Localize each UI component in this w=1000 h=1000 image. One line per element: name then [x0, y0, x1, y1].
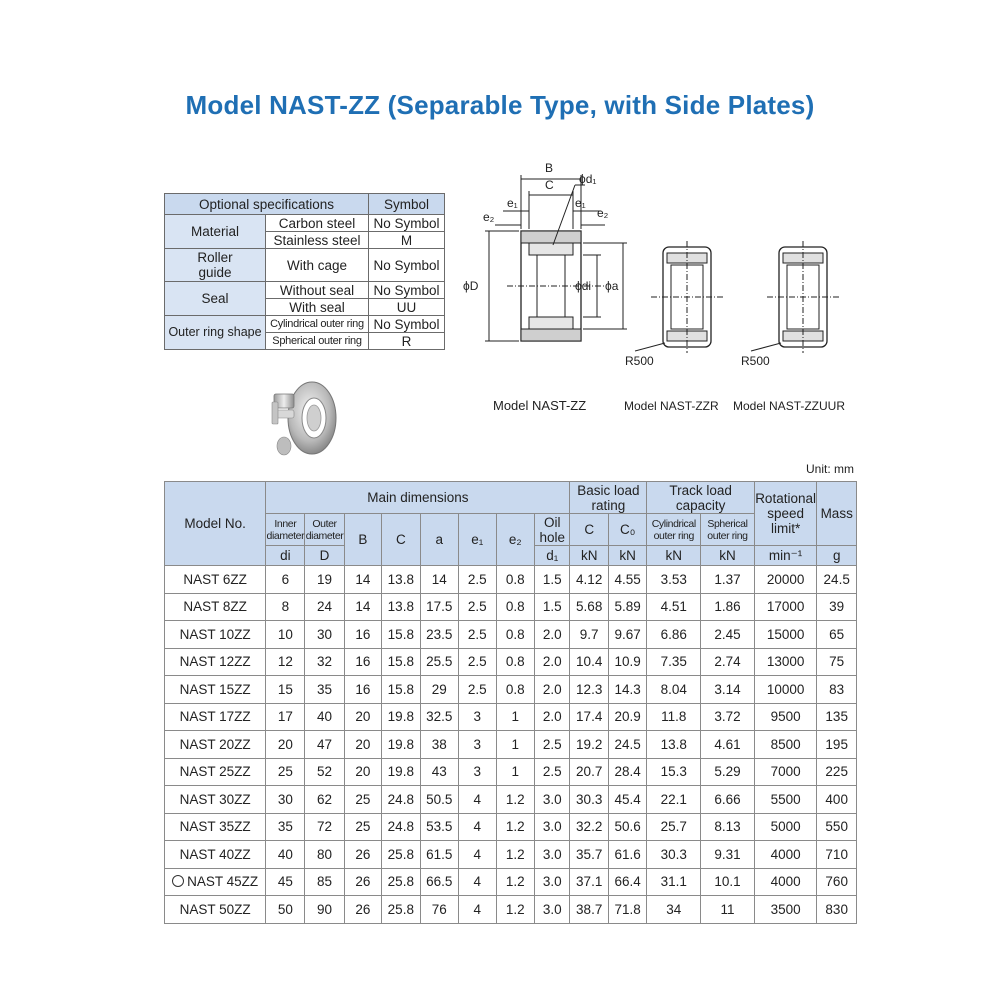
- unit-note: Unit: mm: [806, 462, 854, 476]
- cell-B: 14: [344, 566, 381, 594]
- col-unit-kN-sph: kN: [701, 546, 755, 566]
- cell-D: 47: [305, 731, 344, 759]
- cell-D: 19: [305, 566, 344, 594]
- cell-a: 50.5: [420, 786, 458, 814]
- cell-model: [165, 896, 266, 924]
- cell-rpm: 9500: [754, 703, 817, 731]
- table-row: [165, 786, 857, 814]
- cell-e1: 4: [459, 841, 496, 869]
- spec-symbol: R: [369, 333, 445, 350]
- cell-a: 17.5: [420, 593, 458, 621]
- cell-Cl: 30.3: [570, 786, 608, 814]
- cell-cyl: 6.86: [647, 621, 701, 649]
- cell-D: 35: [305, 676, 344, 704]
- spec-symbol: M: [369, 232, 445, 249]
- cell-di: 30: [266, 786, 305, 814]
- cell-B: 16: [344, 621, 381, 649]
- col-outer-diameter: Outer diameter: [305, 514, 344, 546]
- col-sym-D: D: [305, 546, 344, 566]
- cell-sph: 6.66: [701, 786, 755, 814]
- cell-B: 25: [344, 786, 381, 814]
- cell-mass: 710: [817, 841, 857, 869]
- cell-cyl: 7.35: [647, 648, 701, 676]
- cell-C: 19.8: [382, 731, 420, 759]
- col-model: Model No.: [165, 482, 266, 566]
- dim-label-d1: ϕd₁: [579, 172, 597, 186]
- cell-mass: 65: [817, 621, 857, 649]
- table-row: [165, 896, 857, 924]
- cell-mass: 75: [817, 648, 857, 676]
- cell-d1: 2.0: [535, 648, 570, 676]
- cell-d1: 1.5: [535, 566, 570, 594]
- dim-label-e1-left: e₁: [507, 196, 518, 210]
- cell-e2: 1: [496, 758, 534, 786]
- cell-model: [165, 648, 266, 676]
- cell-a: 32.5: [420, 703, 458, 731]
- cell-di: 6: [266, 566, 305, 594]
- spec-cat-material: Material: [165, 215, 266, 249]
- spec-symbol: No Symbol: [369, 215, 445, 232]
- model-label: NAST 12ZZ: [179, 654, 251, 670]
- cell-rpm: 17000: [754, 593, 817, 621]
- cell-cyl: 3.53: [647, 566, 701, 594]
- cell-e1: 3: [459, 703, 496, 731]
- cell-di: 25: [266, 758, 305, 786]
- model-label: NAST 10ZZ: [179, 626, 251, 642]
- recommended-mark-icon: [172, 875, 184, 887]
- cell-mass: 83: [817, 676, 857, 704]
- col-sph-outer: Spherical outer ring: [701, 514, 755, 546]
- table-row: [165, 868, 857, 896]
- table-row: [165, 621, 857, 649]
- cell-C0: 66.4: [608, 868, 646, 896]
- table-row: [165, 703, 857, 731]
- cell-e1: 4: [459, 813, 496, 841]
- cell-sph: 5.29: [701, 758, 755, 786]
- cell-rpm: 20000: [754, 566, 817, 594]
- cell-C: 25.8: [382, 896, 420, 924]
- cell-a: 53.5: [420, 813, 458, 841]
- col-oil-hole: Oil hole: [535, 514, 570, 546]
- cell-sph: 3.72: [701, 703, 755, 731]
- cell-B: 26: [344, 841, 381, 869]
- col-unit-kN-C: kN: [570, 546, 608, 566]
- col-track-load: Track load capacity: [647, 482, 754, 514]
- cell-mass: 760: [817, 868, 857, 896]
- cell-mass: 400: [817, 786, 857, 814]
- cell-e2: 0.8: [496, 621, 534, 649]
- table-row: [165, 813, 857, 841]
- cell-e1: 2.5: [459, 648, 496, 676]
- cell-C0: 10.9: [608, 648, 646, 676]
- cell-d1: 3.0: [535, 786, 570, 814]
- cell-e2: 1.2: [496, 813, 534, 841]
- cell-cyl: 22.1: [647, 786, 701, 814]
- table-row: [165, 676, 857, 704]
- cell-d1: 2.0: [535, 703, 570, 731]
- cell-Cl: 12.3: [570, 676, 608, 704]
- cell-C: 24.8: [382, 786, 420, 814]
- spec-header-symbol: Symbol: [369, 194, 445, 215]
- cell-Cl: 37.1: [570, 868, 608, 896]
- cell-di: 15: [266, 676, 305, 704]
- cell-C: 25.8: [382, 841, 420, 869]
- cell-sph: 1.86: [701, 593, 755, 621]
- col-a: a: [420, 514, 458, 566]
- cell-sph: 9.31: [701, 841, 755, 869]
- cell-cyl: 4.51: [647, 593, 701, 621]
- cell-model: [165, 566, 266, 594]
- cell-sph: 1.37: [701, 566, 755, 594]
- cell-e2: 1: [496, 703, 534, 731]
- cell-cyl: 15.3: [647, 758, 701, 786]
- cell-a: 61.5: [420, 841, 458, 869]
- dim-label-r500-zzr: R500: [625, 354, 654, 368]
- cell-sph: 4.61: [701, 731, 755, 759]
- cell-Cl: 38.7: [570, 896, 608, 924]
- cell-D: 24: [305, 593, 344, 621]
- cell-D: 40: [305, 703, 344, 731]
- cell-C: 15.8: [382, 621, 420, 649]
- spec-option: Spherical outer ring: [266, 333, 369, 350]
- cell-a: 23.5: [420, 621, 458, 649]
- cell-sph: 11: [701, 896, 755, 924]
- col-C-load: C: [570, 514, 608, 546]
- cell-B: 14: [344, 593, 381, 621]
- cell-e1: 4: [459, 786, 496, 814]
- col-rotational: Rotational speed limit*: [754, 482, 817, 546]
- cell-d1: 2.0: [535, 621, 570, 649]
- main-spec-table: [164, 481, 857, 924]
- cell-di: 20: [266, 731, 305, 759]
- spec-symbol: No Symbol: [369, 249, 445, 282]
- cell-sph: 2.74: [701, 648, 755, 676]
- cell-e2: 1.2: [496, 841, 534, 869]
- cell-C0: 4.55: [608, 566, 646, 594]
- cell-rpm: 7000: [754, 758, 817, 786]
- cell-C0: 45.4: [608, 786, 646, 814]
- cell-e2: 0.8: [496, 593, 534, 621]
- cell-cyl: 13.8: [647, 731, 701, 759]
- spec-option: Carbon steel: [266, 215, 369, 232]
- cell-d1: 1.5: [535, 593, 570, 621]
- table-row: [165, 731, 857, 759]
- cell-C: 15.8: [382, 648, 420, 676]
- cell-D: 80: [305, 841, 344, 869]
- caption-nast-zz: Model NAST-ZZ: [493, 398, 587, 413]
- col-e2: e₂: [496, 514, 534, 566]
- cell-di: 40: [266, 841, 305, 869]
- dim-label-C: C: [545, 178, 554, 192]
- cell-C0: 28.4: [608, 758, 646, 786]
- spec-cat-roller-guide-label: Roller guide: [197, 250, 233, 280]
- caption-nast-zzuur: Model NAST-ZZUUR: [733, 399, 846, 413]
- cell-rpm: 5500: [754, 786, 817, 814]
- cell-B: 20: [344, 731, 381, 759]
- cell-B: 20: [344, 703, 381, 731]
- cell-e2: 1.2: [496, 786, 534, 814]
- cell-Cl: 4.12: [570, 566, 608, 594]
- optional-spec-table: [164, 193, 445, 350]
- cell-model: [165, 841, 266, 869]
- col-unit-g: g: [817, 546, 857, 566]
- cell-di: 17: [266, 703, 305, 731]
- model-label: NAST 20ZZ: [179, 736, 251, 752]
- cell-mass: 830: [817, 896, 857, 924]
- cell-B: 26: [344, 868, 381, 896]
- cell-C: 25.8: [382, 868, 420, 896]
- cell-C0: 50.6: [608, 813, 646, 841]
- col-sym-di: di: [266, 546, 305, 566]
- model-label: NAST 6ZZ: [183, 571, 247, 587]
- table-row: [165, 841, 857, 869]
- cell-C: 13.8: [382, 566, 420, 594]
- cell-rpm: 3500: [754, 896, 817, 924]
- caption-nast-zzr: Model NAST-ZZR: [624, 399, 719, 413]
- col-C0: C₀: [608, 514, 646, 546]
- cell-mass: 550: [817, 813, 857, 841]
- cell-rpm: 4000: [754, 868, 817, 896]
- cell-B: 20: [344, 758, 381, 786]
- cell-mass: 225: [817, 758, 857, 786]
- col-main-dimensions: Main dimensions: [266, 482, 570, 514]
- page-title: Model NAST-ZZ (Separable Type, with Side Plates): [185, 90, 815, 120]
- cell-rpm: 4000: [754, 841, 817, 869]
- cell-rpm: 8500: [754, 731, 817, 759]
- cell-d1: 2.5: [535, 758, 570, 786]
- cell-sph: 2.45: [701, 621, 755, 649]
- cell-C0: 20.9: [608, 703, 646, 731]
- cell-C0: 5.89: [608, 593, 646, 621]
- cell-Cl: 17.4: [570, 703, 608, 731]
- cell-model: [165, 813, 266, 841]
- cell-rpm: 13000: [754, 648, 817, 676]
- model-label: NAST 8ZZ: [183, 599, 247, 615]
- model-label: NAST 50ZZ: [179, 901, 251, 917]
- cell-cyl: 31.1: [647, 868, 701, 896]
- cell-model: [165, 786, 266, 814]
- cell-e1: 2.5: [459, 566, 496, 594]
- cell-D: 72: [305, 813, 344, 841]
- col-C: C: [382, 514, 420, 566]
- cell-e1: 3: [459, 758, 496, 786]
- spec-option: Stainless steel: [266, 232, 369, 249]
- col-unit-kN-C0: kN: [608, 546, 646, 566]
- col-inner-diameter: Inner diameter: [266, 514, 305, 546]
- cell-cyl: 30.3: [647, 841, 701, 869]
- table-row: [165, 593, 857, 621]
- model-label: NAST 45ZZ: [187, 874, 259, 890]
- cell-mass: 195: [817, 731, 857, 759]
- cell-a: 66.5: [420, 868, 458, 896]
- cell-d1: 2.0: [535, 676, 570, 704]
- cell-e1: 2.5: [459, 676, 496, 704]
- cell-rpm: 15000: [754, 621, 817, 649]
- cell-a: 14: [420, 566, 458, 594]
- bearing-diagrams: [455, 155, 855, 385]
- cell-D: 32: [305, 648, 344, 676]
- cell-cyl: 11.8: [647, 703, 701, 731]
- cell-sph: 3.14: [701, 676, 755, 704]
- spec-cat-seal: Seal: [165, 282, 266, 316]
- spec-option: Without seal: [266, 282, 369, 299]
- cell-C: 13.8: [382, 593, 420, 621]
- cell-sph: 8.13: [701, 813, 755, 841]
- table-row: [165, 648, 857, 676]
- dim-label-D: ϕD: [463, 279, 479, 293]
- cell-e2: 0.8: [496, 676, 534, 704]
- cell-e1: 3: [459, 731, 496, 759]
- cell-Cl: 10.4: [570, 648, 608, 676]
- col-unit-min: min⁻¹: [754, 546, 817, 566]
- col-basic-load: Basic load rating: [570, 482, 647, 514]
- cell-C0: 14.3: [608, 676, 646, 704]
- cell-C0: 24.5: [608, 731, 646, 759]
- cell-a: 25.5: [420, 648, 458, 676]
- cell-model: [165, 593, 266, 621]
- cell-B: 16: [344, 648, 381, 676]
- cell-d1: 2.5: [535, 731, 570, 759]
- cell-B: 26: [344, 896, 381, 924]
- spec-header-optional: Optional specifications: [165, 194, 369, 215]
- cell-cyl: 8.04: [647, 676, 701, 704]
- cell-di: 12: [266, 648, 305, 676]
- cell-e2: 1.2: [496, 868, 534, 896]
- table-row: [165, 566, 857, 594]
- spec-cat-outer-ring: Outer ring shape: [165, 316, 266, 350]
- cell-cyl: 25.7: [647, 813, 701, 841]
- spec-option: With cage: [266, 249, 369, 282]
- cell-mass: 39: [817, 593, 857, 621]
- cell-C0: 9.67: [608, 621, 646, 649]
- cell-Cl: 20.7: [570, 758, 608, 786]
- cell-D: 90: [305, 896, 344, 924]
- cell-model: [165, 621, 266, 649]
- dim-label-a: ϕa: [605, 279, 619, 293]
- cell-C: 24.8: [382, 813, 420, 841]
- cell-mass: 135: [817, 703, 857, 731]
- cell-Cl: 9.7: [570, 621, 608, 649]
- cell-Cl: 35.7: [570, 841, 608, 869]
- bearing-photo: [268, 372, 340, 462]
- cell-a: 38: [420, 731, 458, 759]
- cell-B: 25: [344, 813, 381, 841]
- spec-cat-roller-guide: [165, 249, 266, 282]
- cell-a: 29: [420, 676, 458, 704]
- model-label: NAST 30ZZ: [179, 791, 251, 807]
- model-label: NAST 25ZZ: [179, 764, 251, 780]
- cell-mass: 24.5: [817, 566, 857, 594]
- spec-symbol: No Symbol: [369, 282, 445, 299]
- cell-d1: 3.0: [535, 868, 570, 896]
- dim-label-e2-left: e₂: [483, 210, 495, 224]
- cell-model: [165, 731, 266, 759]
- spec-symbol: No Symbol: [369, 316, 445, 333]
- cell-e2: 1.2: [496, 896, 534, 924]
- cell-e2: 1: [496, 731, 534, 759]
- dim-label-di: ϕdi: [575, 279, 592, 293]
- cell-a: 76: [420, 896, 458, 924]
- cell-di: 35: [266, 813, 305, 841]
- cell-e2: 0.8: [496, 648, 534, 676]
- cell-d1: 3.0: [535, 813, 570, 841]
- cell-model: [165, 868, 266, 896]
- cell-D: 30: [305, 621, 344, 649]
- cell-model: [165, 676, 266, 704]
- cell-Cl: 5.68: [570, 593, 608, 621]
- col-cyl-outer: Cylindrical outer ring: [647, 514, 701, 546]
- cell-D: 52: [305, 758, 344, 786]
- cell-di: 45: [266, 868, 305, 896]
- cell-C: 15.8: [382, 676, 420, 704]
- cell-di: 50: [266, 896, 305, 924]
- spec-symbol: UU: [369, 299, 445, 316]
- dim-label-e2-right: e₂: [597, 206, 609, 220]
- cell-rpm: 5000: [754, 813, 817, 841]
- cell-model: [165, 758, 266, 786]
- cell-C: 19.8: [382, 758, 420, 786]
- cell-d1: 3.0: [535, 896, 570, 924]
- cell-d1: 3.0: [535, 841, 570, 869]
- cell-sph: 10.1: [701, 868, 755, 896]
- model-label: NAST 15ZZ: [179, 681, 251, 697]
- table-row: [165, 758, 857, 786]
- col-B: B: [344, 514, 381, 566]
- cell-e1: 2.5: [459, 593, 496, 621]
- col-mass: Mass: [817, 482, 857, 546]
- cell-B: 16: [344, 676, 381, 704]
- cell-cyl: 34: [647, 896, 701, 924]
- cell-e1: 4: [459, 896, 496, 924]
- cell-D: 62: [305, 786, 344, 814]
- model-label: NAST 40ZZ: [179, 846, 251, 862]
- cell-C: 19.8: [382, 703, 420, 731]
- cell-Cl: 19.2: [570, 731, 608, 759]
- cell-rpm: 10000: [754, 676, 817, 704]
- dim-label-B: B: [545, 161, 554, 175]
- cell-a: 43: [420, 758, 458, 786]
- cell-e1: 2.5: [459, 621, 496, 649]
- col-e1: e₁: [459, 514, 496, 566]
- spec-option: Cylindrical outer ring: [266, 316, 369, 333]
- col-unit-kN-cyl: kN: [647, 546, 701, 566]
- cell-C0: 61.6: [608, 841, 646, 869]
- cell-e1: 4: [459, 868, 496, 896]
- model-label: NAST 35ZZ: [179, 819, 251, 835]
- cell-di: 10: [266, 621, 305, 649]
- model-label: NAST 17ZZ: [179, 709, 251, 725]
- spec-option: With seal: [266, 299, 369, 316]
- col-sym-d1: d₁: [535, 546, 570, 566]
- cell-model: [165, 703, 266, 731]
- cell-e2: 0.8: [496, 566, 534, 594]
- cell-C0: 71.8: [608, 896, 646, 924]
- dim-label-r500-zzuur: R500: [741, 354, 770, 368]
- cell-Cl: 32.2: [570, 813, 608, 841]
- cell-D: 85: [305, 868, 344, 896]
- dim-label-e1-right: e₁: [575, 196, 586, 210]
- cell-di: 8: [266, 593, 305, 621]
